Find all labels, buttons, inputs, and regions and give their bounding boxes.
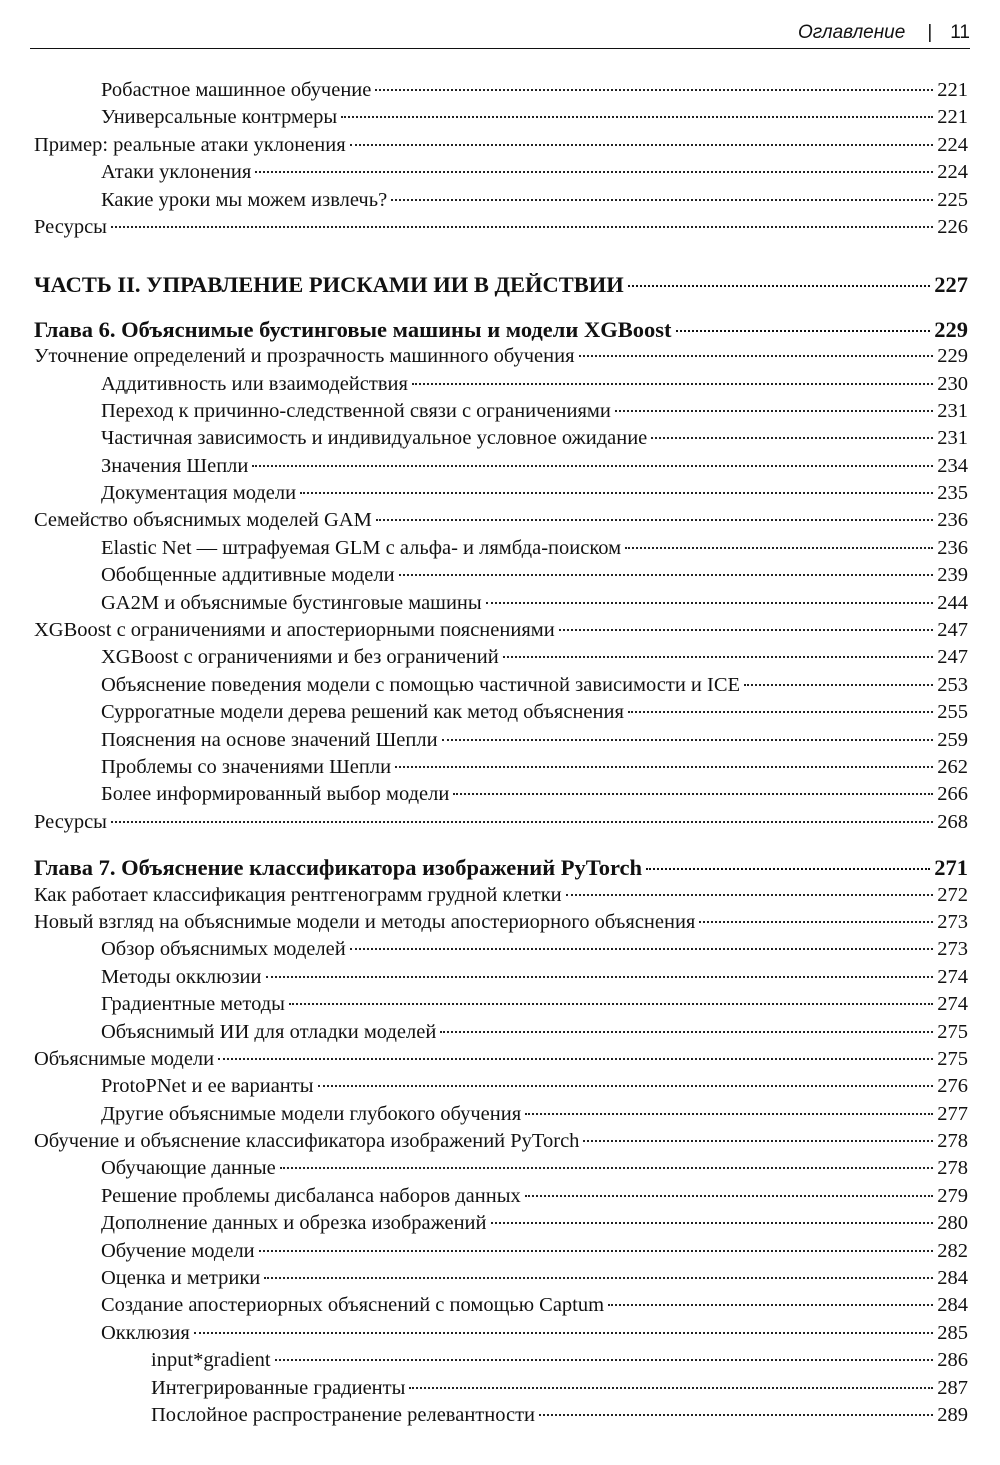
- toc-entry-page: 273: [937, 910, 968, 933]
- running-head: [30, 22, 970, 49]
- toc-entry-page: 274: [937, 993, 968, 1016]
- dot-leader: [440, 1031, 933, 1033]
- toc-entry-title: Ресурсы: [34, 215, 107, 238]
- toc-entry-title: Проблемы со значениями Шепли: [101, 755, 392, 778]
- toc-entry-title: Значения Шепли: [101, 454, 249, 477]
- toc-entry-page: 247: [937, 619, 968, 642]
- toc-entry[interactable]: [34, 909, 968, 936]
- toc-entry-page: 268: [937, 810, 968, 833]
- toc-entry-page: 287: [937, 1376, 968, 1399]
- toc-entry-page: 274: [937, 965, 968, 988]
- toc-entry-title: Послойное распространение релевантности: [151, 1403, 536, 1426]
- dot-leader: [503, 656, 934, 658]
- toc-entry[interactable]: [34, 1375, 968, 1402]
- toc-entry-title: Переход к причинно-следственной связи с ограничениями: [101, 399, 611, 422]
- dot-leader: [275, 1359, 934, 1361]
- toc-entry-title: input*gradient: [151, 1349, 271, 1372]
- toc-entry-page: 285: [937, 1321, 968, 1344]
- dot-leader: [375, 89, 933, 91]
- dot-leader: [289, 1003, 933, 1005]
- toc-entry[interactable]: [34, 159, 968, 186]
- toc-entry-title: Атаки уклонения: [101, 161, 252, 184]
- dot-leader: [625, 547, 933, 549]
- toc-entry[interactable]: [34, 1019, 968, 1046]
- toc-entry[interactable]: [34, 1292, 968, 1319]
- dot-leader: [264, 1277, 933, 1279]
- dot-leader: [409, 1387, 933, 1389]
- dot-leader: [525, 1195, 934, 1197]
- toc-entry-page: 226: [937, 215, 968, 238]
- dot-leader: [280, 1167, 933, 1169]
- toc-entry-page: 236: [937, 509, 968, 532]
- toc-entry[interactable]: [34, 727, 968, 754]
- toc-entry[interactable]: [34, 1238, 968, 1265]
- toc-entry-page: 272: [937, 883, 968, 906]
- toc-entry[interactable]: [34, 562, 968, 589]
- toc-entry[interactable]: [34, 132, 968, 159]
- toc-entry[interactable]: [34, 1073, 968, 1100]
- toc-entry-page: 253: [937, 673, 968, 696]
- toc-entry[interactable]: [34, 936, 968, 963]
- dot-leader: [442, 739, 934, 741]
- dot-leader: [376, 519, 933, 521]
- toc-chapter-heading[interactable]: [34, 854, 968, 881]
- toc-entry-title: Семейство объяснимых моделей GAM: [34, 509, 372, 532]
- dot-leader: [646, 868, 930, 870]
- toc-entry[interactable]: [34, 644, 968, 671]
- toc-entry[interactable]: [34, 617, 968, 644]
- toc-entry-title: Создание апостериорных объяснений с помощью Captum: [101, 1294, 605, 1317]
- toc-entry-page: 230: [937, 372, 968, 395]
- toc-entry-title: Другие объяснимые модели глубокого обучения: [101, 1102, 522, 1125]
- toc-entry[interactable]: [34, 214, 968, 241]
- toc-entry-page: 275: [937, 1047, 968, 1070]
- toc-entry-title: Более информированный выбор модели: [101, 783, 450, 806]
- toc-entry-page: 247: [937, 646, 968, 669]
- toc-entry-title: Обучение модели: [101, 1239, 255, 1262]
- toc-entry[interactable]: [34, 104, 968, 131]
- toc-entry[interactable]: [34, 425, 968, 452]
- toc-entry-page: 277: [937, 1102, 968, 1125]
- toc-entry-page: 229: [934, 316, 968, 342]
- toc-entry-title: XGBoost с ограничениями и без ограничений: [101, 646, 499, 669]
- toc-entry[interactable]: [34, 398, 968, 425]
- dot-leader: [391, 199, 933, 201]
- toc-entry-page: 262: [937, 755, 968, 778]
- dot-leader: [699, 921, 933, 923]
- toc-entry-title: Новый взгляд на объяснимые модели и методы апостериорного объяснения: [34, 910, 696, 933]
- dot-leader: [608, 1304, 933, 1306]
- toc-entry-title: Документация модели: [101, 482, 297, 505]
- toc-entry-title: Окклюзия: [101, 1321, 190, 1344]
- toc-entry-title: Объяснимый ИИ для отладки моделей: [101, 1020, 437, 1043]
- toc-entry-page: 221: [937, 106, 968, 129]
- toc-entry-page: 244: [937, 591, 968, 614]
- running-head-title: Оглавление: [797, 22, 906, 43]
- toc-entry-title: XGBoost с ограничениями и апостериорными пояснениями: [34, 619, 555, 642]
- toc-entry[interactable]: [34, 1402, 968, 1429]
- toc-entry-title: Пояснения на основе значений Шепли: [101, 728, 438, 751]
- toc-entry-page: 231: [937, 399, 968, 422]
- dot-leader: [559, 629, 934, 631]
- toc-entry-title: Робастное машинное обучение: [101, 79, 372, 101]
- toc-entry[interactable]: [34, 590, 968, 617]
- toc-entry-title: GA2M и объяснимые бустинговые машины: [101, 591, 482, 614]
- toc-entry[interactable]: [34, 781, 968, 808]
- toc-entry-page: 278: [937, 1130, 968, 1153]
- toc-entry[interactable]: [34, 699, 968, 726]
- toc-entry-page: 280: [937, 1212, 968, 1235]
- toc-entry-page: 227: [934, 272, 968, 298]
- toc-entry[interactable]: [34, 809, 968, 836]
- toc-entry-title: Обзор объяснимых моделей: [101, 938, 346, 961]
- dot-leader: [744, 684, 933, 686]
- toc-entry[interactable]: [34, 672, 968, 699]
- toc-entry[interactable]: [34, 882, 968, 909]
- toc-entry-page: 225: [937, 188, 968, 211]
- dot-leader: [412, 383, 933, 385]
- toc-entry-page: 276: [937, 1075, 968, 1098]
- toc-entry[interactable]: [34, 1101, 968, 1128]
- toc-entry[interactable]: [34, 187, 968, 214]
- toc-entry[interactable]: [34, 1265, 968, 1292]
- toc-part-heading[interactable]: [34, 271, 968, 298]
- toc-entry-title: Пример: реальные атаки уклонения: [34, 133, 346, 156]
- toc-entry[interactable]: [34, 480, 968, 507]
- dot-leader: [259, 1250, 934, 1252]
- dot-leader: [395, 766, 933, 768]
- toc-entry-page: 224: [937, 161, 968, 184]
- toc-entry-title: Градиентные методы: [101, 993, 285, 1016]
- table-of-contents: [34, 77, 968, 1429]
- toc-entry-title: Универсальные контрмеры: [101, 106, 338, 129]
- dot-leader: [111, 226, 933, 228]
- dot-leader: [651, 437, 933, 439]
- toc-entry[interactable]: [34, 343, 968, 370]
- toc-entry[interactable]: [34, 1183, 968, 1210]
- toc-entry-title: Уточнение определений и прозрачность машинного обучения: [34, 345, 575, 368]
- dot-leader: [218, 1058, 933, 1060]
- dot-leader: [566, 894, 934, 896]
- toc-entry[interactable]: [34, 1347, 968, 1374]
- toc-entry[interactable]: [34, 77, 968, 104]
- toc-entry-title: Решение проблемы дисбаланса наборов данных: [101, 1184, 521, 1207]
- toc-entry-page: 236: [937, 536, 968, 559]
- toc-entry-page: 255: [937, 701, 968, 724]
- dot-leader: [111, 821, 933, 823]
- toc-entry-title: Объяснимые модели: [34, 1047, 215, 1070]
- toc-entry[interactable]: [34, 754, 968, 781]
- toc-entry-title: Глава 6. Объяснимые бустинговые машины и модели XGBoost: [34, 316, 672, 342]
- toc-entry-title: Суррогатные модели дерева решений как метод объяснения: [101, 701, 624, 724]
- toc-entry-title: Как работает классификация рентгенограмм грудной клетки: [34, 883, 562, 906]
- dot-leader: [628, 285, 930, 287]
- toc-entry-page: 239: [937, 564, 968, 587]
- dot-leader: [491, 1222, 934, 1224]
- toc-entry[interactable]: [34, 1128, 968, 1155]
- toc-entry-page: 279: [937, 1184, 968, 1207]
- dot-leader: [453, 793, 933, 795]
- toc-entry-title: Глава 7. Объяснение классификатора изображений PyTorch: [34, 855, 643, 881]
- toc-entry-title: Обобщенные аддитивные модели: [101, 564, 395, 587]
- toc-entry-title: Обучение и объяснение классификатора изображений PyTorch: [34, 1130, 580, 1153]
- running-head-separator: |: [927, 22, 933, 43]
- toc-entry-page: 275: [937, 1020, 968, 1043]
- toc-entry[interactable]: [34, 371, 968, 398]
- toc-entry[interactable]: [34, 1046, 968, 1073]
- dot-leader: [341, 116, 933, 118]
- toc-entry[interactable]: [34, 991, 968, 1018]
- toc-entry-page: 259: [937, 728, 968, 751]
- dot-leader: [300, 492, 933, 494]
- toc-chapter-heading[interactable]: [34, 316, 968, 343]
- dot-leader: [318, 1085, 934, 1087]
- toc-entry-title: ЧАСТЬ II. УПРАВЛЕНИЕ РИСКАМИ ИИ В ДЕЙСТВИИ: [34, 272, 624, 298]
- toc-entry-page: 271: [934, 855, 968, 881]
- toc-entry[interactable]: [34, 535, 968, 562]
- toc-entry-title: Ресурсы: [34, 810, 107, 833]
- toc-entry-title: Аддитивность или взаимодействия: [101, 372, 408, 395]
- dot-leader: [350, 144, 934, 146]
- dot-leader: [194, 1332, 933, 1334]
- dot-leader: [350, 948, 934, 950]
- toc-entry-page: 221: [937, 79, 968, 101]
- toc-entry[interactable]: [34, 507, 968, 534]
- toc-entry-page: 284: [937, 1294, 968, 1317]
- dot-leader: [615, 410, 933, 412]
- dot-leader: [628, 711, 933, 713]
- toc-entry[interactable]: [34, 1155, 968, 1182]
- dot-leader: [539, 1414, 933, 1416]
- toc-entry-page: 282: [937, 1239, 968, 1262]
- toc-entry-page: 224: [937, 133, 968, 156]
- toc-entry-title: Частичная зависимость и индивидуальное условное ожидание: [101, 427, 648, 450]
- toc-entry-page: 289: [937, 1403, 968, 1426]
- toc-entry-page: 235: [937, 482, 968, 505]
- toc-entry[interactable]: [34, 964, 968, 991]
- toc-entry-title: Обучающие данные: [101, 1157, 276, 1180]
- dot-leader: [399, 574, 934, 576]
- toc-entry-page: 266: [937, 783, 968, 806]
- toc-entry[interactable]: [34, 1320, 968, 1347]
- toc-entry-title: Какие уроки мы можем извлечь?: [101, 188, 388, 211]
- dot-leader: [252, 465, 933, 467]
- toc-entry-page: 234: [937, 454, 968, 477]
- toc-entry-page: 229: [937, 345, 968, 368]
- toc-entry-title: Дополнение данных и обрезка изображений: [101, 1212, 487, 1235]
- dot-leader: [676, 330, 931, 332]
- toc-entry-title: Интегрированные градиенты: [151, 1376, 406, 1399]
- toc-entry-page: 273: [937, 938, 968, 961]
- dot-leader: [579, 355, 934, 357]
- dot-leader: [583, 1140, 933, 1142]
- dot-leader: [486, 602, 934, 604]
- dot-leader: [525, 1113, 933, 1115]
- toc-entry-title: Объяснение поведения модели с помощью частичной зависимости и ICE: [101, 673, 741, 696]
- toc-entry-title: Методы окклюзии: [101, 965, 262, 988]
- toc-entry-title: Elastic Net — штрафуемая GLM с альфа- и лямбда-поиском: [101, 536, 622, 559]
- toc-entry-page: 286: [937, 1349, 968, 1372]
- dot-leader: [266, 976, 934, 978]
- running-head-page-number: 11: [950, 22, 970, 43]
- toc-entry-title: Оценка и метрики: [101, 1267, 261, 1290]
- toc-entry-title: ProtoPNet и ее варианты: [101, 1075, 314, 1098]
- toc-entry[interactable]: [34, 453, 968, 480]
- toc-entry-page: 231: [937, 427, 968, 450]
- toc-entry-page: 278: [937, 1157, 968, 1180]
- toc-entry-page: 284: [937, 1267, 968, 1290]
- toc-entry[interactable]: [34, 1210, 968, 1237]
- dot-leader: [255, 171, 933, 173]
